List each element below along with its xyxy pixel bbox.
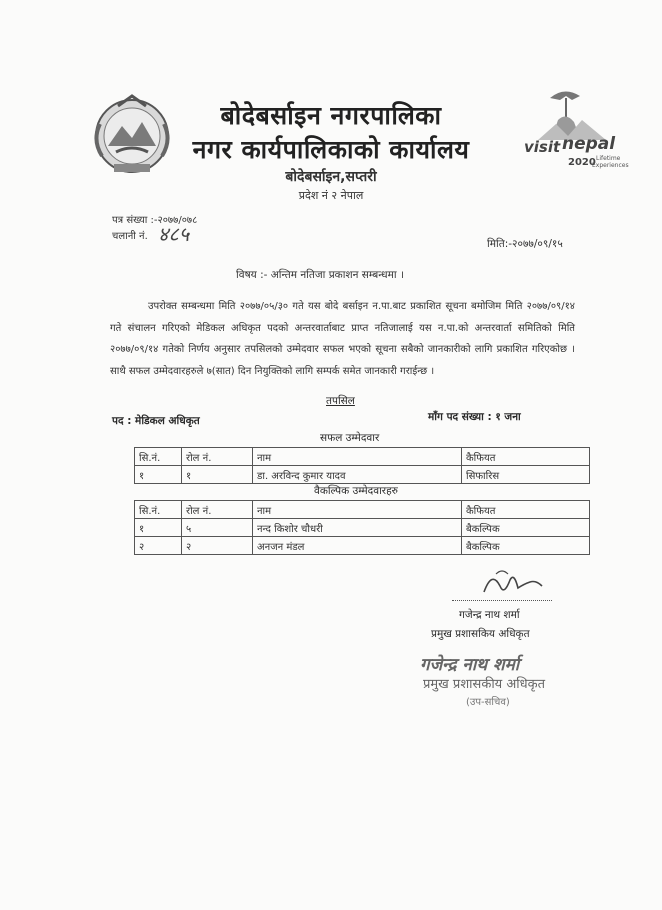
header-cell: कैफियत bbox=[462, 501, 590, 519]
cell: ५ bbox=[182, 519, 253, 537]
municipality-name: बोदेबर्साइन नगरपालिका bbox=[220, 101, 442, 130]
stamp-title: प्रमुख प्रशासकीय अधिकृत bbox=[423, 677, 546, 692]
table-row bbox=[135, 519, 590, 537]
header-cell: नाम bbox=[253, 501, 462, 519]
header-cell: रोल नं. bbox=[182, 501, 253, 519]
post-label: पद : मेडिकल अधिकृत bbox=[112, 415, 200, 427]
alternate-table bbox=[134, 500, 590, 555]
letter-date: मिति:-२०७७/०९/१५ bbox=[487, 238, 563, 250]
header-cell: रोल नं. bbox=[182, 448, 253, 466]
header-cell: सि.नं. bbox=[135, 501, 182, 519]
cell: १ bbox=[135, 466, 182, 484]
visit-nepal-tag2: Experiences bbox=[592, 162, 629, 169]
cell: सिफारिस bbox=[462, 466, 590, 484]
cell: बैकल्पिक bbox=[462, 519, 590, 537]
subject: विषय :- अन्तिम नतिजा प्रकाशन सम्बन्धमा । bbox=[236, 269, 404, 281]
table-header-row bbox=[135, 448, 590, 466]
signatory-title: प्रमुख प्रशासकिय अधिकृत bbox=[431, 628, 530, 640]
notice-body bbox=[110, 296, 575, 382]
cell: नन्द किशोर चौधरी bbox=[253, 519, 462, 537]
signature-line bbox=[452, 600, 552, 601]
header-cell: कैफियत bbox=[462, 448, 590, 466]
header-cell: नाम bbox=[253, 448, 462, 466]
cell: २ bbox=[135, 537, 182, 555]
letter-number: पत्र संख्या :-२०७७/०७८ bbox=[112, 215, 198, 226]
cell: बैकल्पिक bbox=[462, 537, 590, 555]
successful-title: सफल उम्मेदवार bbox=[320, 432, 380, 444]
visit-nepal-tag1: Lifetime bbox=[596, 155, 621, 162]
visit-nepal-word-visit: visit bbox=[524, 138, 561, 156]
signatory-name: गजेन्द्र नाथ शर्मा bbox=[459, 609, 520, 621]
demand-count: माँग पद संख्या : १ जना bbox=[428, 411, 521, 423]
dispatch-number: ४८५ bbox=[158, 222, 190, 246]
cell: १ bbox=[182, 466, 253, 484]
cell: अनजन मंडल bbox=[253, 537, 462, 555]
schedule-heading: तपसिल bbox=[326, 395, 355, 407]
dispatch-label: चलानी नं. bbox=[112, 231, 148, 242]
notice-body-text: उपरोक्त सम्बन्धमा मिति २०७७/०५/३० गते यस बोदे बर्साइन न.पा.बाट प्रकाशित सूचना बमोजिम मिति २०७७/०९/१४ गते संचालन गरिएको मेडिकल अधिकृत पदको अन्तरवार्ताबाट प्राप्त नतिजालाई यस न.पा.को अन्तरवार्ता समितिको मिति २०७७/०९/१४ गतेको निर्णय अनुसार तपसिलको उम्मेदवार सफल भएको सूचना सबैको जानकारीको लागि प्रकाशित गरिएकोछ । साथै सफल उम्मेदवारहरुले ७(सात) दिन नियुक्तिको लागि सम्पर्क समेत जानकारी गराईन्छ । bbox=[110, 301, 575, 377]
cell: डा. अरविन्द कुमार यादव bbox=[253, 466, 462, 484]
table-row bbox=[135, 466, 590, 484]
province: प्रदेश नं २ नेपाल bbox=[298, 189, 364, 202]
visit-nepal-word-nepal: nepal bbox=[562, 134, 616, 154]
table-header-row bbox=[135, 501, 590, 519]
stamp-name: गजेन्द्र नाथ शर्मा bbox=[420, 655, 520, 675]
office-address: बोदेबर्साइन,सप्तरी bbox=[285, 169, 377, 185]
cell: १ bbox=[135, 519, 182, 537]
cell: २ bbox=[182, 537, 253, 555]
office-name: नगर कार्यपालिकाको कार्यालय bbox=[192, 135, 470, 164]
alternate-title: वैकल्पिक उम्मेदवारहरु bbox=[314, 485, 398, 497]
table-row bbox=[135, 537, 590, 555]
stamp-rank: (उप-सचिव) bbox=[466, 697, 510, 708]
successful-table bbox=[134, 447, 590, 484]
signature-scribble-icon bbox=[478, 566, 548, 600]
header-cell: सि.नं. bbox=[135, 448, 182, 466]
visit-nepal-year: 2020 bbox=[568, 157, 596, 168]
